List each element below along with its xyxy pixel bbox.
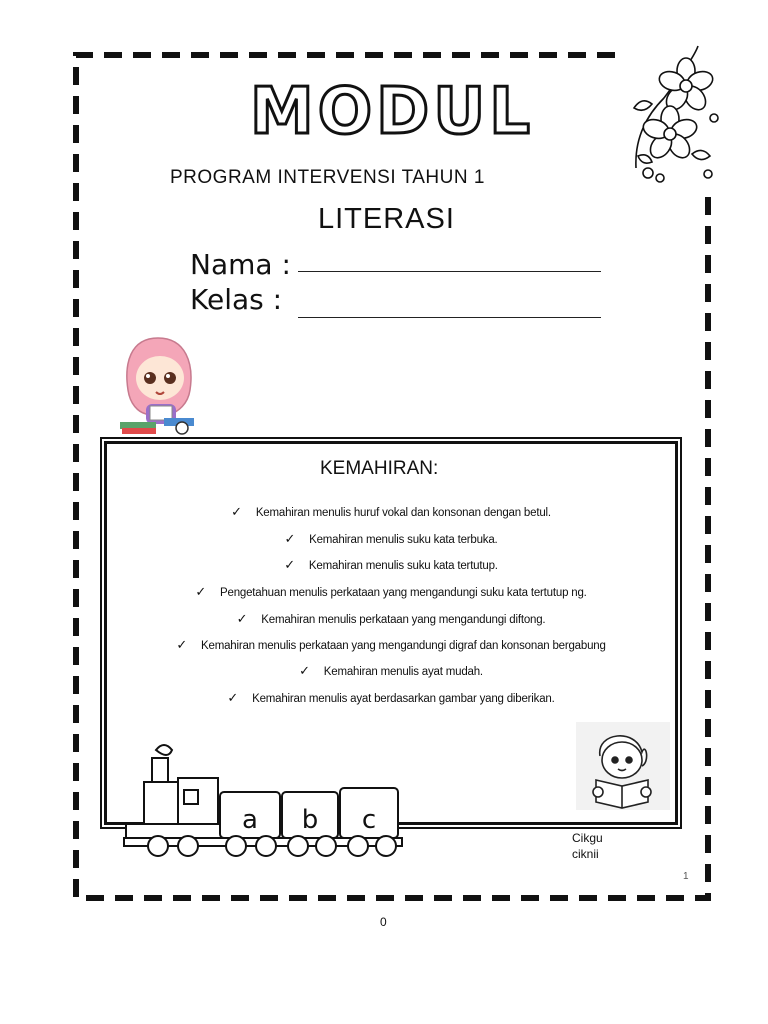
skill-item	[104, 691, 678, 706]
checkmark-icon: ✓	[231, 505, 242, 520]
class-field[interactable]	[298, 317, 601, 318]
child-reading-illustration	[576, 722, 670, 810]
skill-text: Kemahiran menulis ayat mudah.	[323, 666, 483, 678]
skill-item	[104, 612, 678, 627]
train-illustration	[122, 742, 404, 858]
name-field[interactable]	[298, 271, 601, 272]
train-letter-c: c	[361, 805, 377, 835]
skills-heading: KEMAHIRAN:	[320, 458, 439, 479]
skill-text: Kemahiran menulis suku kata terbuka.	[309, 534, 498, 546]
skill-text: Kemahiran menulis huruf vokal dan konsonan dengan betul.	[255, 507, 551, 519]
subject-title: LITERASI	[318, 203, 455, 235]
program-subtitle: PROGRAM INTERVENSI TAHUN 1	[170, 167, 485, 188]
skill-item	[104, 664, 678, 679]
train-letter-b: b	[301, 805, 319, 835]
name-label: Nama :	[190, 248, 291, 281]
checkmark-icon: ✓	[195, 585, 207, 600]
skill-item	[104, 558, 678, 573]
skill-text: Pengetahuan menulis perkataan yang mengandungi suku kata tertutup ng.	[220, 587, 587, 599]
checkmark-icon: ✓	[176, 638, 188, 653]
checkmark-icon: ✓	[227, 691, 239, 706]
train-letter-a: a	[242, 805, 258, 835]
skill-item	[104, 638, 678, 653]
checkmark-icon: ✓	[284, 558, 295, 573]
skill-text: Kemahiran menulis ayat berdasarkan gambar yang diberikan.	[252, 693, 555, 705]
author-line-2: ciknii	[572, 847, 599, 861]
skill-item	[104, 585, 678, 600]
skill-item	[104, 505, 678, 520]
module-title: MODUL	[250, 75, 534, 149]
checkmark-icon: ✓	[284, 532, 296, 547]
skill-text: Kemahiran menulis perkataan yang mengandungi digraf dan konsonan bergabung	[201, 640, 606, 652]
footer-number: 0	[380, 915, 387, 929]
skill-item	[104, 532, 678, 547]
author-line-1: Cikgu	[572, 831, 603, 845]
checkmark-icon: ✓	[236, 612, 248, 627]
checkmark-icon: ✓	[299, 664, 310, 679]
girl-reading-illustration	[116, 334, 200, 438]
author-credit	[572, 830, 603, 862]
skill-text: Kemahiran menulis suku kata tertutup.	[308, 560, 498, 572]
flower-icon	[624, 38, 728, 186]
class-label: Kelas :	[190, 283, 283, 316]
skill-text: Kemahiran menulis perkataan yang mengandungi diftong.	[261, 614, 546, 626]
page-number: 1	[683, 871, 689, 882]
